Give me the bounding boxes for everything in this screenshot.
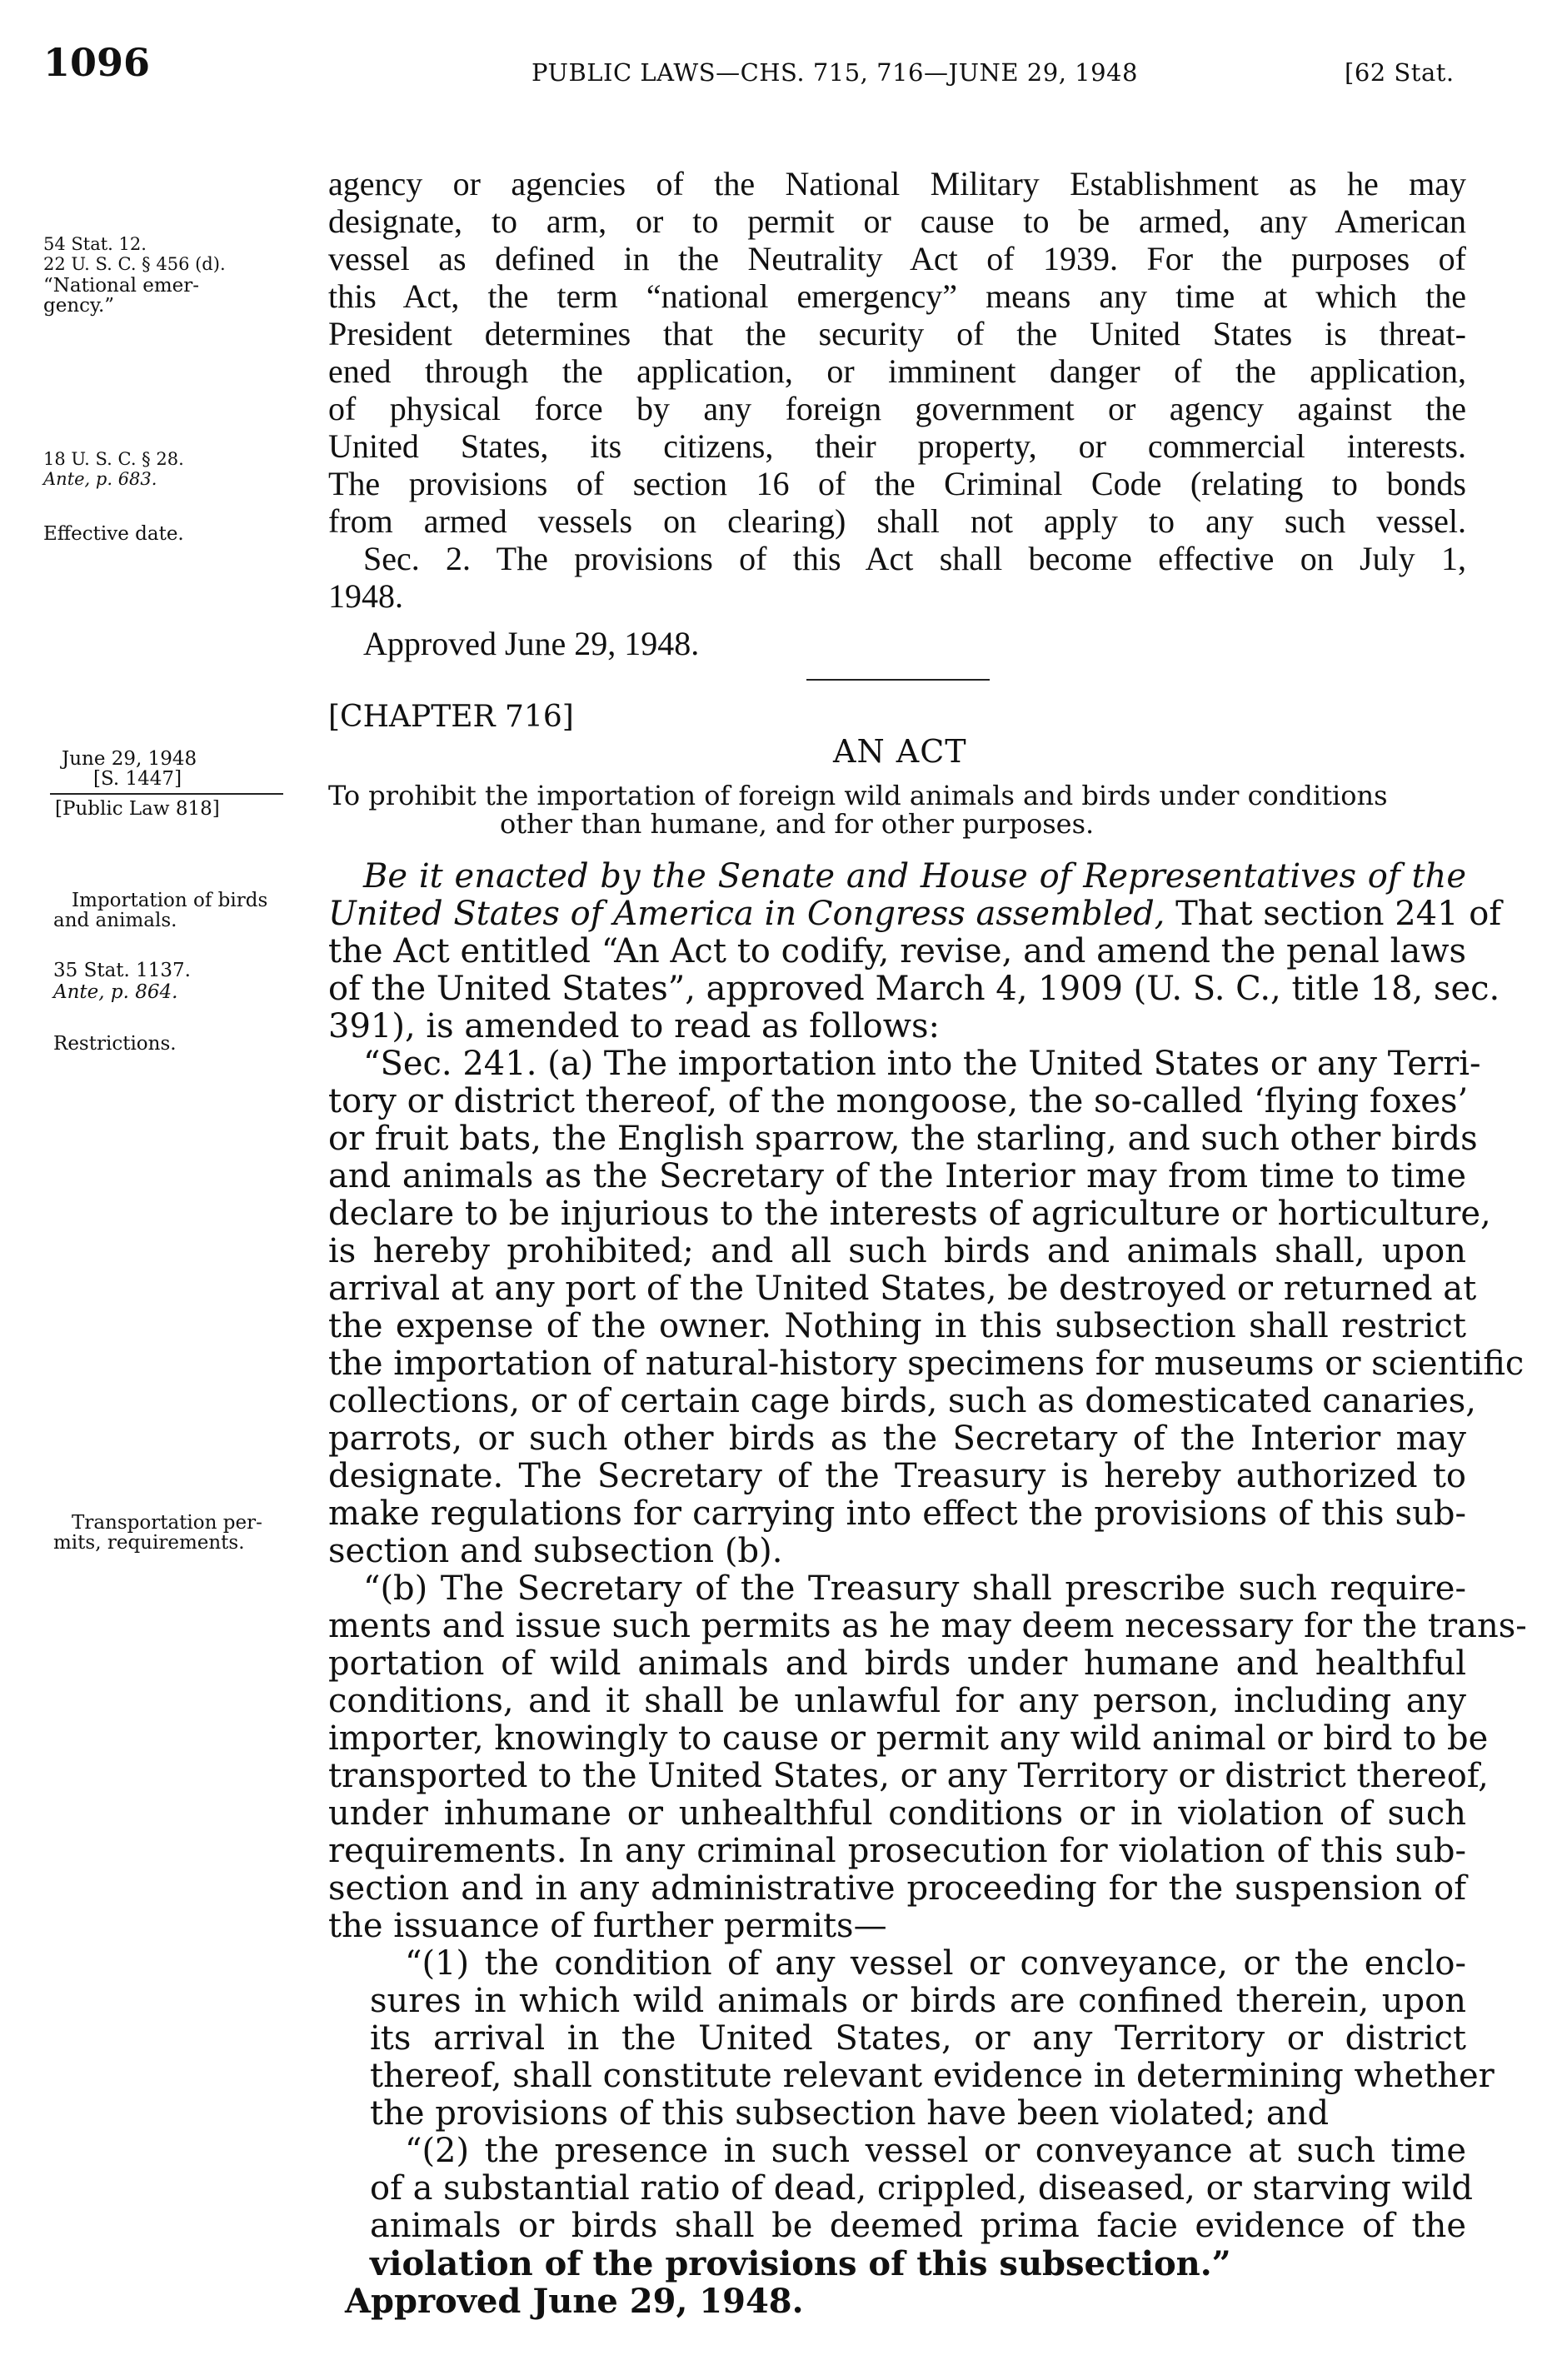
section-divider	[806, 679, 990, 681]
statute-reference: [62 Stat.	[1345, 58, 1455, 87]
paragraph-2-line: animals or birds shall be deemed prima facie evidence of the	[370, 2207, 1466, 2245]
margin-note-transport-2: mits, requirements.	[53, 1532, 245, 1554]
subsection-b-line: “(b) The Secretary of the Treasury shall prescribe such require-	[363, 1569, 1466, 1608]
sec241-line: declare to be injurious to the interests of agriculture or horticulture,	[328, 1195, 1491, 1233]
running-head: PUBLIC LAWS—CHS. 715, 716—JUNE 29, 1948	[531, 58, 1138, 87]
paragraph-2-line: violation of the provisions of this subsection.”	[370, 2244, 1231, 2283]
margin-note-effective-date: Effective date.	[43, 523, 184, 545]
margin-note-35-stat: 35 Stat. 1137.	[53, 960, 191, 981]
sec241-line: section and subsection (b).	[328, 1532, 783, 1570]
subsection-b-line: under inhumane or unhealthful conditions or in violation of such	[328, 1794, 1466, 1833]
text-line: ened through the application, or imminent danger of the application,	[328, 352, 1466, 390]
section-2-line: Sec. 2. The provisions of this Act shall become effective on July 1,	[363, 540, 1466, 577]
sec241-line: the importation of natural-history specimens for museums or scientific	[328, 1345, 1525, 1383]
text-line: designate, to arm, or to permit or cause to be armed, any American	[328, 202, 1466, 240]
margin-note-transport: Transportation per-	[72, 1512, 262, 1534]
an-act-heading: AN ACT	[833, 733, 967, 770]
margin-note-national-emergency: “National emer-	[43, 275, 200, 297]
margin-note-senate-bill: [S. 1447]	[93, 768, 182, 790]
subsection-b-line: the issuance of further permits—	[328, 1907, 887, 1945]
text-line: agency or agencies of the National Military Establishment as he may	[328, 165, 1466, 202]
margin-note-ante-683: Ante, p. 683.	[43, 469, 157, 489]
subsection-b-line: importer, knowingly to cause or permit any wild animal or bird to be	[328, 1719, 1489, 1758]
paragraph-2-line: of a substantial ratio of dead, crippled, diseased, or starving wild	[370, 2169, 1473, 2208]
subsection-b-line: requirements. In any criminal prosecution for violation of this sub-	[328, 1832, 1466, 1870]
paragraph-1-line: the provisions of this subsection have been violated; and	[370, 2094, 1330, 2133]
margin-note-importation-2: and animals.	[53, 910, 177, 931]
sec241-line: is hereby prohibited; and all such birds and animals shall, upon	[328, 1232, 1466, 1270]
sec241-line: collections, or of certain cage birds, such as domesticated canaries,	[328, 1382, 1476, 1420]
subsection-b-line: conditions, and it shall be unlawful for any person, including any	[328, 1682, 1466, 1720]
page-number: 1096	[43, 40, 151, 85]
act-title-line-2: other than humane, and for other purposes.	[500, 808, 1095, 840]
subsection-b-line: transported to the United States, or any Territory or district thereof,	[328, 1757, 1489, 1795]
paragraph-1-line: its arrival in the United States, or any Territory or district	[370, 2019, 1466, 2058]
text-line: vessel as defined in the Neutrality Act of 1939. For the purposes of	[328, 240, 1466, 277]
sec241-line: parrots, or such other birds as the Secretary of the Interior may	[328, 1420, 1466, 1458]
text-line: United States, its citizens, their property, or commercial interests.	[328, 427, 1466, 465]
margin-note-ante-864: Ante, p. 864.	[53, 981, 178, 1003]
margin-note-public-law: [Public Law 818]	[55, 798, 220, 820]
sec241-line: designate. The Secretary of the Treasury is hereby authorized to	[328, 1457, 1466, 1495]
margin-note-national-emergency-2: gency.”	[43, 295, 115, 317]
text-line: from armed vessels on clearing) shall not apply to any such vessel.	[328, 502, 1466, 540]
act-title-line-1: To prohibit the importation of foreign wild animals and birds under conditions	[328, 780, 1388, 811]
paragraph-1-line: sures in which wild animals or birds are confined therein, upon	[370, 1982, 1466, 2020]
sec241-line: arrival at any port of the United States, be destroyed or returned at	[328, 1270, 1477, 1308]
text-line: of physical force by any foreign government or agency against the	[328, 390, 1466, 427]
approved-716: Approved June 29, 1948.	[345, 2282, 804, 2321]
margin-note-22-usc: 22 U. S. C. § 456 (d).	[43, 254, 226, 274]
subsection-b-line: section and in any administrative proceeding for the suspension of	[328, 1869, 1466, 1908]
margin-note-54-stat: 54 Stat. 12.	[43, 234, 147, 254]
text-line: of the United States”, approved March 4, 1909 (U. S. C., title 18, sec.	[328, 970, 1500, 1008]
ch715-body	[328, 165, 1466, 662]
sec241-line: or fruit bats, the English sparrow, the starling, and such other birds	[328, 1120, 1478, 1158]
subsection-b-line: ments and issue such permits as he may deem necessary for the trans-	[328, 1607, 1527, 1645]
paragraph-2-line: “(2) the presence in such vessel or conveyance at such time	[405, 2132, 1466, 2170]
subsection-b-line: portation of wild animals and birds under humane and healthful	[328, 1644, 1466, 1683]
text-line: President determines that the security of the United States is threat-	[328, 315, 1466, 352]
ch716-body	[328, 857, 1527, 2321]
sec241-line: the expense of the owner. Nothing in this subsection shall restrict	[328, 1307, 1466, 1345]
text-line: The provisions of section 16 of the Criminal Code (relating to bonds	[328, 465, 1466, 502]
enacting-clause-1: Be it enacted by the Senate and House of Representatives of the	[363, 857, 1466, 896]
enacting-clause-2: United States of America in Congress assembled, That section 241 of	[328, 895, 1502, 933]
sec241-line: “Sec. 241. (a) The importation into the United States or any Terri-	[363, 1045, 1481, 1083]
margin-note-june-date: June 29, 1948	[62, 748, 197, 770]
sec241-line: and animals as the Secretary of the Interior may from time to time	[328, 1157, 1466, 1195]
chapter-716-heading: [CHAPTER 716]	[328, 700, 574, 734]
approved-715: Approved June 29, 1948.	[363, 625, 700, 662]
margin-note-importation: Importation of birds	[72, 890, 268, 911]
text-line: this Act, the term “national emergency” means any time at which the	[328, 277, 1466, 315]
margin-note-18-usc: 18 U. S. C. § 28.	[43, 449, 184, 469]
sec241-line: make regulations for carrying into effect the provisions of this sub-	[328, 1494, 1466, 1533]
paragraph-1-line: “(1) the condition of any vessel or conveyance, or the enclo-	[405, 1944, 1466, 1983]
paragraph-1-line: thereof, shall constitute relevant evidence in determining whether	[370, 2057, 1495, 2095]
sec241-line: tory or district thereof, of the mongoose, the so-called ‘flying foxes’	[328, 1082, 1469, 1120]
text-line: 391), is amended to read as follows:	[328, 1007, 940, 1045]
section-2-line-end: 1948.	[328, 577, 403, 615]
text-line: the Act entitled “An Act to codify, revise, and amend the penal laws	[328, 932, 1466, 970]
paragraph-1	[328, 1944, 1495, 2283]
margin-rule	[50, 793, 283, 795]
margin-note-restrictions: Restrictions.	[53, 1033, 177, 1055]
